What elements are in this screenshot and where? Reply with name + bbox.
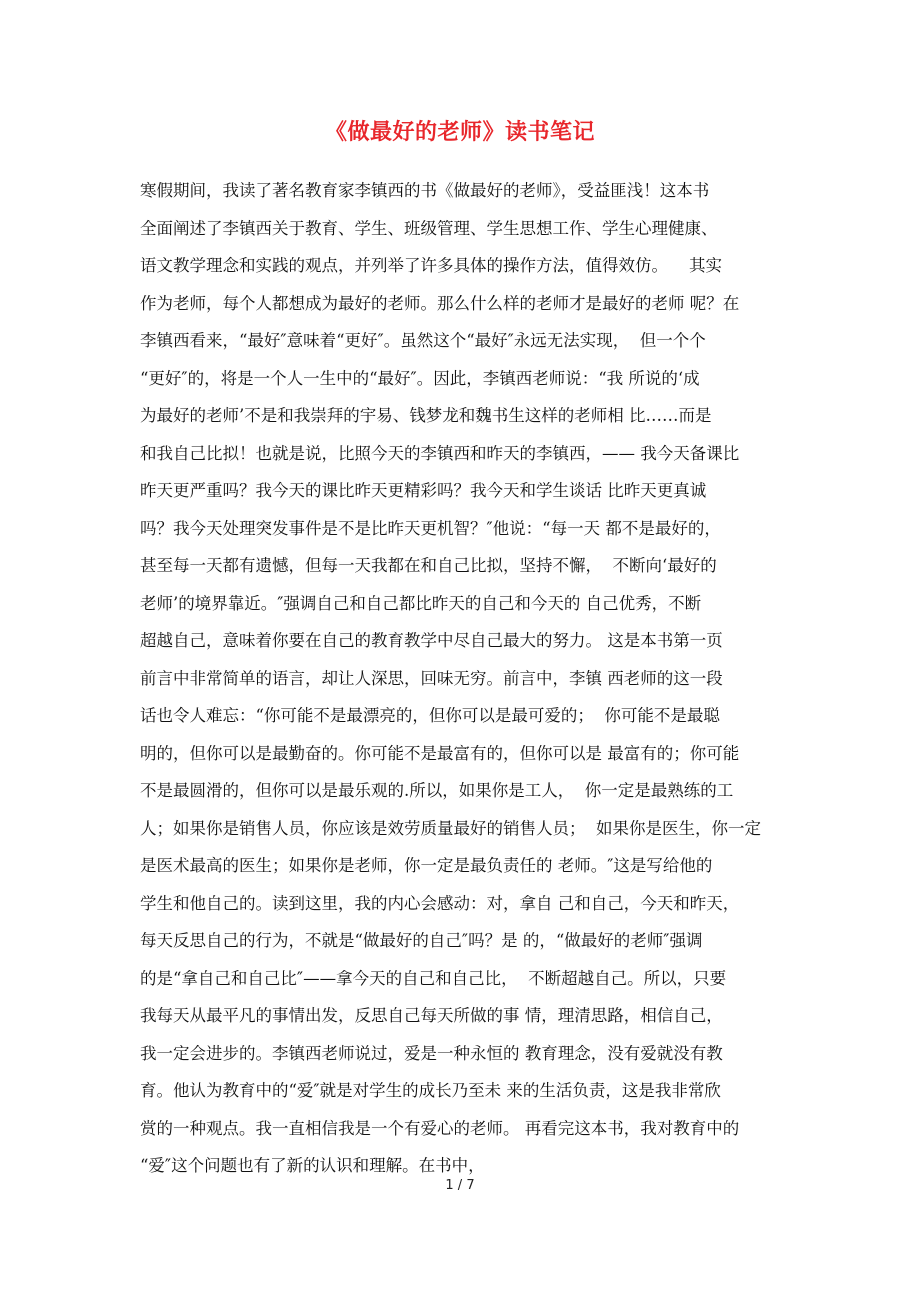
text-line: 李镇西看来，“最好″意味着“更好″。虽然这个“最好″永远无法实现， 但一个个	[140, 331, 706, 350]
text-line: 明的，但你可以是最勤奋的。你可能不是最富有的，但你可以是 最富有的；你可能	[140, 743, 740, 763]
text-line: “爱″这个问题也有了新的认识和理解。在书中，	[140, 1156, 485, 1175]
text-line: 前言中非常简单的语言，却让人深思，回味无穷。前言中，李镇 西老师的这一段	[140, 668, 723, 688]
text-line: 全面阐述了李镇西关于教育、学生、班级管理、学生思想工作、学生心理健康、	[140, 218, 718, 238]
text-line: 育。他认为教育中的“爱″就是对学生的成长乃至未 来的生活负责，这是我非常欣	[140, 1081, 721, 1100]
text-line: 吗？我今天处理突发事件是不是比昨天更机智？″他说：“每一天 都不是最好的，	[140, 518, 721, 538]
text-line: 为最好的老师’不是和我崇拜的宇易、钱梦龙和魏书生这样的老师相 比……而是	[140, 406, 712, 425]
text-line: 寒假期间，我读了著名教育家李镇西的书《做最好的老师》，受益匪浅！这本书	[140, 181, 710, 200]
text-line: 我每天从最平凡的事情出发，反思自己每天所做的事 情，理清思路，相信自己，	[140, 1006, 723, 1025]
page-number: 1 / 7	[445, 1178, 475, 1193]
text-line: 是医术最高的医生；如果你是老师，你一定是最负责任的 老师。″这是写给他的	[140, 856, 713, 875]
text-line: 人；如果你是销售人员，你应该是效劳质量最好的销售人员； 如果你是医生，你一定	[140, 818, 761, 838]
text-line: 的是“拿自己和自己比″——拿今天的自己和自己比， 不断超越自己。所以，只要	[140, 968, 727, 988]
body-text	[140, 172, 820, 1185]
text-line: 赏的一种观点。我一直相信我是一个有爱心的老师。 再看完这本书，我对教育中的	[140, 1118, 740, 1138]
text-line: 我一定会进步的。李镇西老师说过，爱是一种永恒的 教育理念，没有爱就没有教	[140, 1043, 723, 1063]
text-line: 话也令人难忘：“你可能不是最漂亮的，但你可以是最可爱的； 你可能不是最聪	[140, 706, 720, 725]
text-line: 不是最圆滑的，但你可以是最乐观的.所以，如果你是工人， 你一定是最熟练的工	[140, 781, 734, 800]
text-line: 作为老师，每个人都想成为最好的老师。那么什么样的老师才是最好的老师 呢？在	[140, 293, 740, 313]
text-line: 昨天更严重吗？我今天的课比昨天更精彩吗？我今天和学生谈话 比昨天更真诚	[140, 481, 707, 500]
text-line: 每天反思自己的行为，不就是“做最好的自己″吗？是 的，“做最好的老师″强调	[140, 931, 703, 950]
text-line: 学生和他自己的。读到这里，我的内心会感动：对，拿自 己和自己，今天和昨天，	[140, 893, 740, 913]
text-line: 语文教学理念和实践的观点，并列举了许多具体的操作方法，值得效仿。 其实	[140, 256, 722, 275]
text-line: 老师’的境界靠近。″强调自己和自己都比昨天的自己和今天的 自己优秀，不断	[140, 593, 702, 613]
text-line: 超越自己，意味着你要在自己的教育教学中尽自己最大的努力。 这是本书第一页	[140, 631, 723, 650]
text-line: “更好″的，将是一个人一生中的“最好″。因此，李镇西老师说：“我 所说的‘成	[140, 368, 700, 388]
text-line: 甚至每一天都有遗憾，但每一天我都在和自己比拟，坚持不懈， 不断向‘最好的	[140, 556, 717, 575]
document-title: 《做最好的老师》读书笔记	[324, 119, 595, 145]
text-line: 和我自己比拟！也就是说，比照今天的李镇西和昨天的李镇西，—— 我今天备课比	[140, 443, 740, 463]
